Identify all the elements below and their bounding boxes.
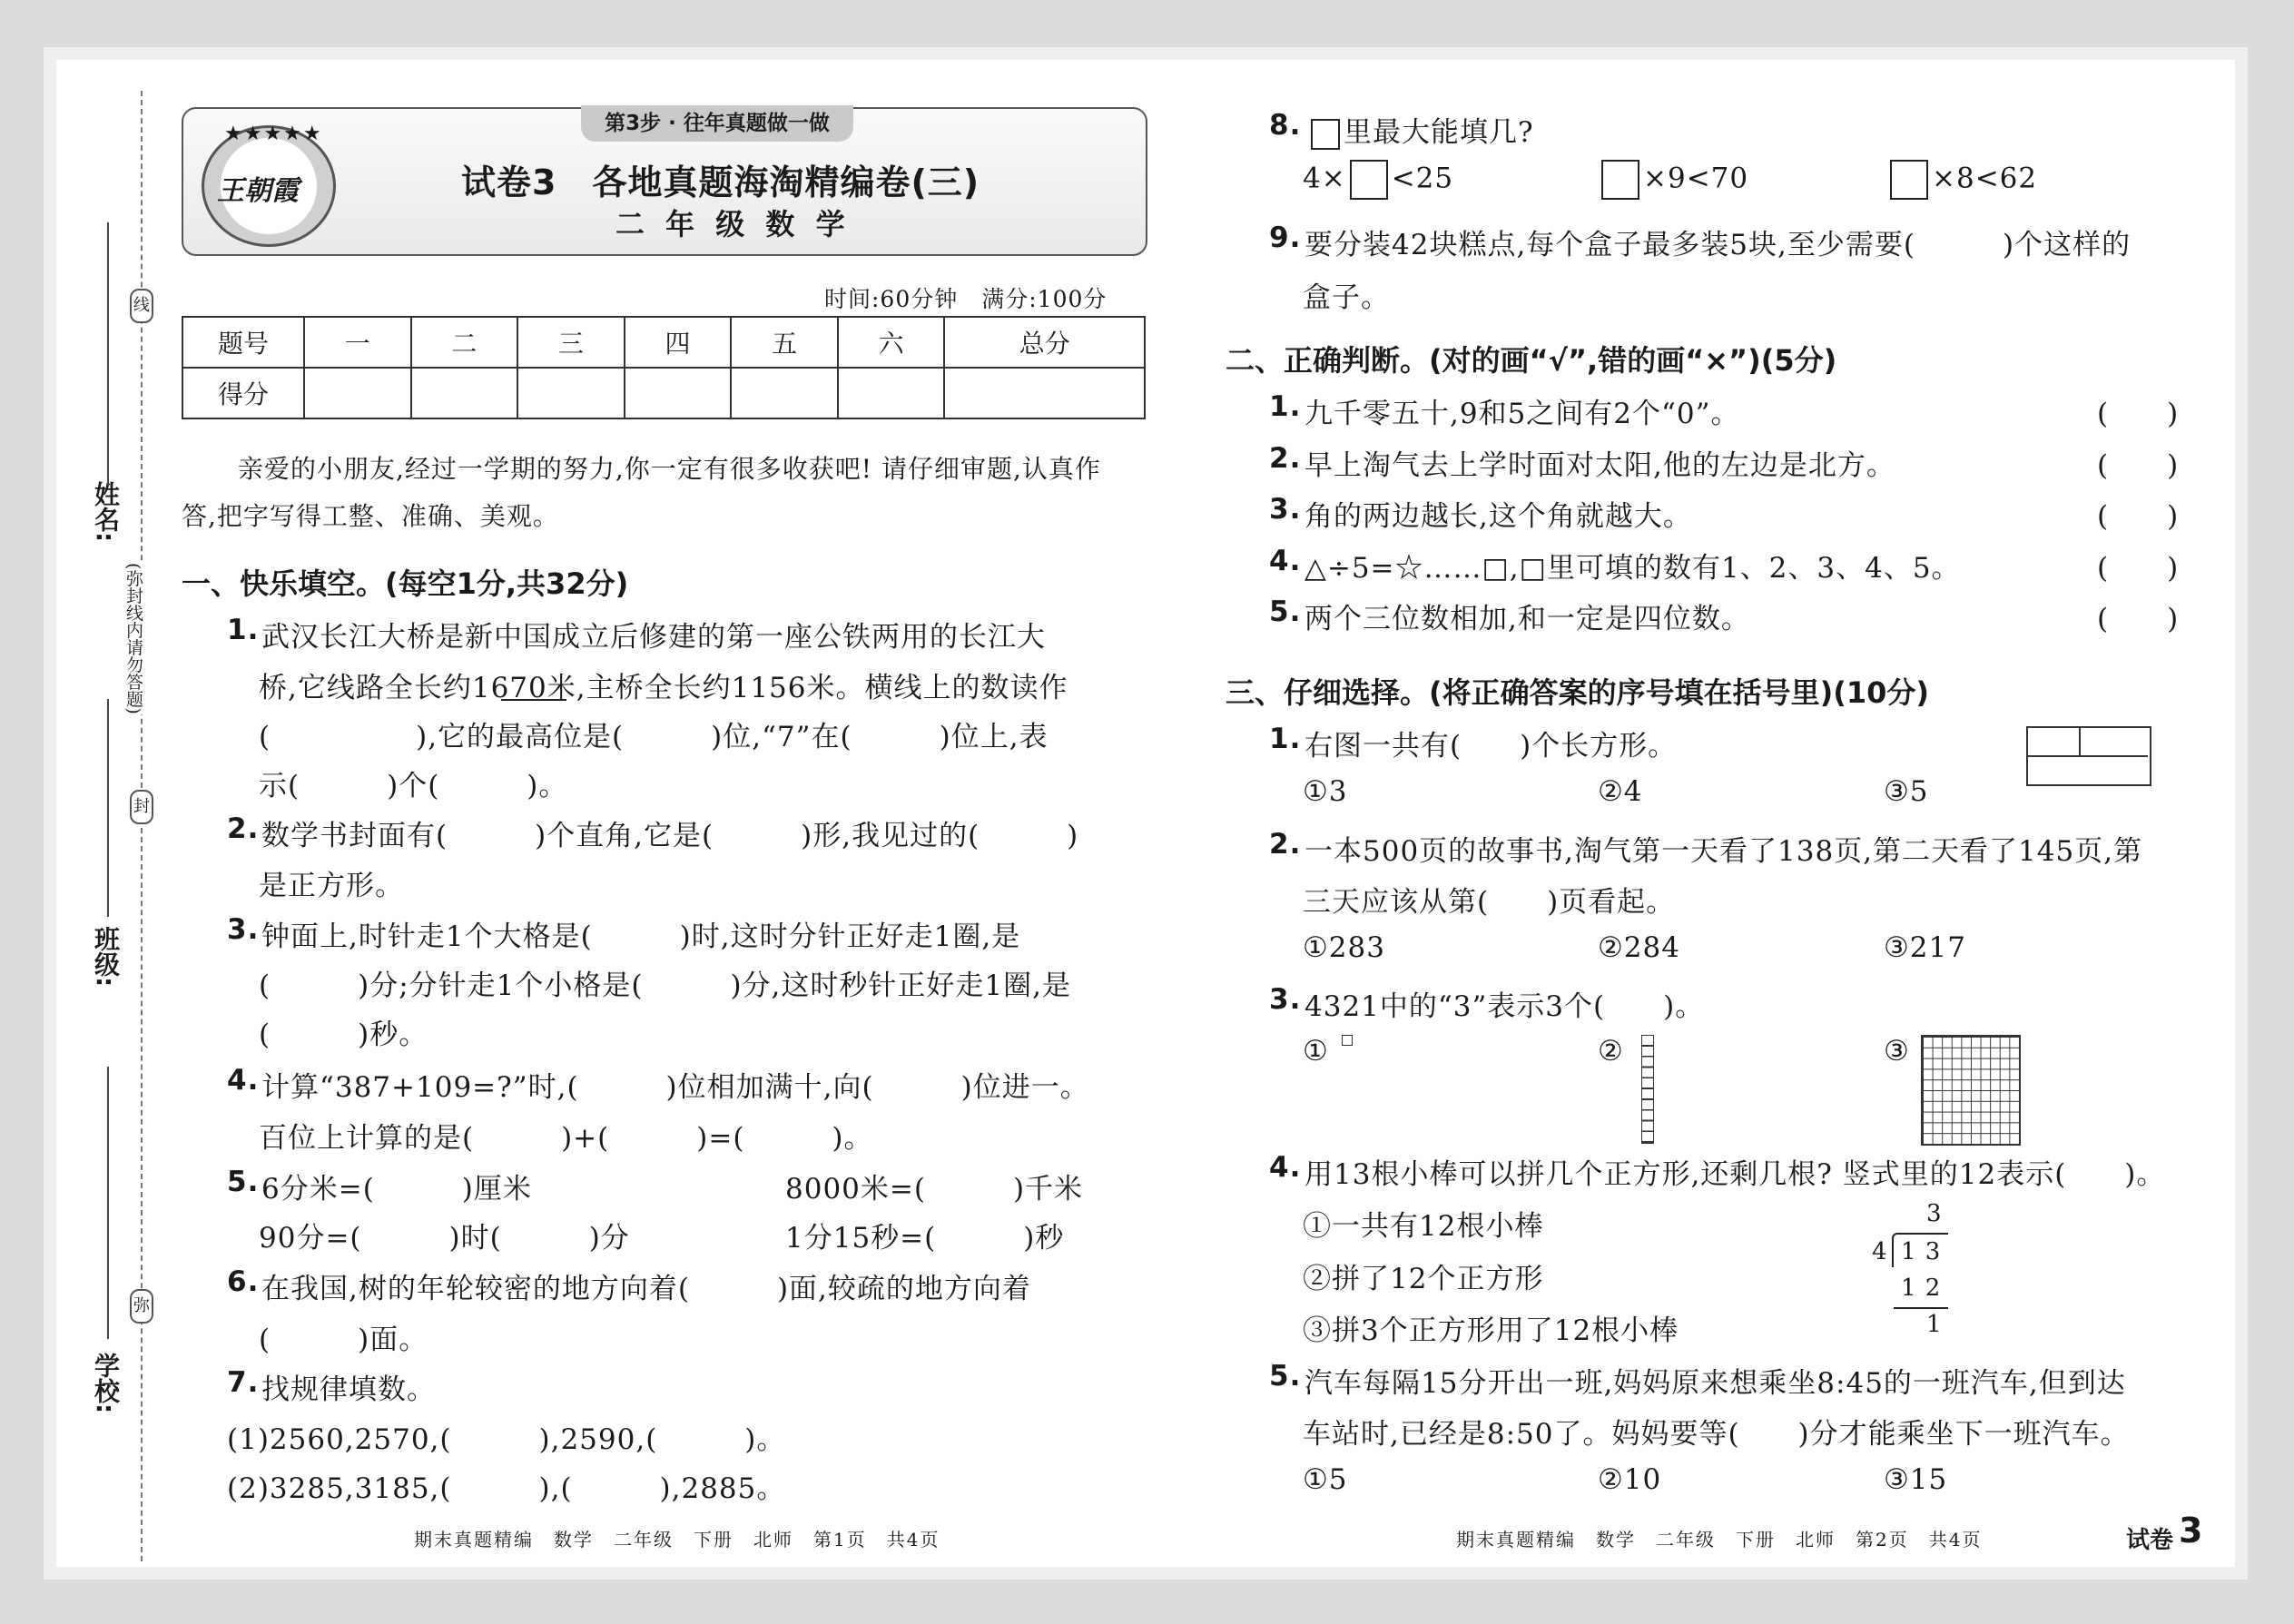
q3-line: 钟面上,时针走1个大格是( )时,这时分针正好走1圈,是 (261, 920, 1021, 953)
score-input-cell[interactable] (625, 368, 732, 418)
judge-text: 两个三位数相加,和一定是四位数。 (1305, 603, 1750, 635)
choice-q1-number: 1. (1269, 723, 1302, 755)
q1-line: 武汉长江大桥是新中国成立后修建的第一座公铁两用的长江大 (261, 621, 1046, 654)
division-dividend: 1 3 (1901, 1238, 1942, 1265)
choice-option[interactable]: ② (1598, 1035, 1624, 1068)
step-badge: 第3步 · 往年真题做一做 (581, 105, 853, 142)
q9-line: 要分装42块糕点,每个盒子最多装5块,至少需要( )个这样的 (1305, 229, 2132, 261)
choice-q5-line: 车站时,已经是8:50了。妈妈要等( )分才能乘坐下一班汽车。 (1303, 1418, 2130, 1451)
choice-q3-text: 4321中的“3”表示3个( )。 (1305, 990, 1705, 1023)
choice-q2-number: 2. (1269, 828, 1302, 861)
q1-number-underline (501, 699, 566, 701)
choice-option[interactable]: ① (1303, 1035, 1329, 1068)
choice-option[interactable]: ②4 (1598, 775, 1643, 808)
q8-item-a: 4× <25 (1303, 160, 1453, 200)
seal-note: (弥封线内请勿答题) (123, 563, 143, 714)
choice-option[interactable]: ①3 (1303, 775, 1348, 808)
hundred-grid-icon (1921, 1035, 2021, 1146)
choice-q2-line: 三天应该从第( )页看起。 (1303, 886, 1676, 919)
logo-stars: ★★★★★ (224, 123, 323, 145)
choice-option[interactable]: ③5 (1884, 775, 1929, 808)
q7-line: 找规律填数。 (261, 1373, 436, 1406)
score-cell: 一 (304, 317, 411, 368)
q8-box-icon (1311, 119, 1340, 150)
name-label: 姓名: (91, 481, 121, 543)
choice-option[interactable]: ②284 (1598, 931, 1680, 964)
q5-item: 1分15秒=( )秒 (785, 1222, 1065, 1255)
choice-option[interactable]: ③ (1884, 1035, 1910, 1068)
q7-line: (2)3285,3185,( ),( ),2885。 (227, 1472, 786, 1505)
section1-title: 一、快乐填空。(每空1分,共32分) (182, 566, 629, 601)
class-label: 班级: (91, 926, 121, 988)
choice-q3-number: 3. (1269, 983, 1302, 1016)
score-cell: 三 (517, 317, 625, 368)
q3-number: 3. (227, 913, 260, 946)
choice-option[interactable]: ③拼3个正方形用了12根小棒 (1303, 1314, 1679, 1347)
q7-line: (1)2560,2570,( ),2590,( )。 (227, 1423, 786, 1456)
score-input-cell[interactable] (304, 368, 411, 418)
q1-line: 示( )个( )。 (259, 770, 568, 802)
division-product: 1 2 (1901, 1275, 1942, 1302)
q9-number: 9. (1269, 221, 1302, 254)
q8-item-b: ×9<70 (1598, 160, 1748, 200)
choice-q1-text: 右图一共有( )个长方形。 (1305, 730, 1678, 763)
q8-number: 8. (1269, 109, 1302, 142)
choice-option[interactable]: ①283 (1303, 931, 1385, 964)
choice-q5-number: 5. (1269, 1360, 1302, 1393)
logo-text: 王朝霞 (217, 175, 299, 207)
q9-line: 盒子。 (1303, 281, 1390, 314)
q4-line: 百位上计算的是( )+( )=( )。 (259, 1122, 873, 1155)
score-cell: 四 (625, 317, 732, 368)
score-cell: 五 (731, 317, 838, 368)
judge-number: 4. (1269, 545, 1302, 577)
judge-answer-paren[interactable]: ( ) (2097, 603, 2180, 635)
judge-text: 早上淘气去上学时面对太阳,他的左边是北方。 (1305, 449, 1895, 482)
q5-number: 5. (227, 1166, 260, 1198)
choice-option[interactable]: ③217 (1884, 931, 1966, 964)
judge-number: 5. (1269, 595, 1302, 628)
division-divisor: 4 (1872, 1238, 1888, 1265)
score-table-score-row (182, 368, 1145, 418)
school-label: 学校: (91, 1353, 121, 1414)
q8-answer-box[interactable] (1601, 160, 1639, 200)
judge-number: 1. (1269, 390, 1302, 423)
q5-item: 90分=( )时( )分 (259, 1222, 630, 1255)
score-cell: 题号 (182, 317, 304, 368)
intro-line-1: 亲爱的小朋友,经过一学期的努力,你一定有很多收获吧! 请仔细审题,认真作 (238, 454, 1101, 484)
score-cell: 二 (411, 317, 518, 368)
q6-number: 6. (227, 1265, 260, 1298)
q3-line: ( )秒。 (259, 1019, 428, 1051)
judge-answer-paren[interactable]: ( ) (2097, 500, 2180, 533)
q5-item: 8000米=( )千米 (785, 1173, 1084, 1206)
q2-line: 是正方形。 (259, 870, 404, 902)
division-quotient: 3 (1926, 1200, 1943, 1227)
judge-number: 3. (1269, 493, 1302, 526)
judge-answer-paren[interactable]: ( ) (2097, 449, 2180, 482)
q1-line: 桥,它线路全长约1670米,主桥全长约1156米。横线上的数读作 (259, 672, 1068, 704)
q2-line: 数学书封面有( )个直角,它是( )形,我见过的( ) (261, 820, 1079, 852)
name-underline (107, 222, 109, 486)
choice-q4-text: 用13根小棒可以拼几个正方形,还剩几根? 竖式里的12表示( )。 (1305, 1158, 2166, 1191)
judge-answer-paren[interactable]: ( ) (2097, 552, 2180, 585)
score-cell: 六 (838, 317, 945, 368)
score-input-cell[interactable] (944, 368, 1145, 418)
score-table (182, 316, 1146, 419)
section2-title: 二、正确判断。(对的画“√”,错的画“×”)(5分) (1226, 343, 1837, 378)
judge-answer-paren[interactable]: ( ) (2097, 398, 2180, 430)
choice-option[interactable]: ②10 (1598, 1463, 1662, 1496)
q1-line: ( ),它的最高位是( )位,“7”在( )位上,表 (259, 721, 1049, 753)
q8-answer-box[interactable] (1890, 160, 1928, 200)
exam-tag-label: 试卷 (2126, 1527, 2174, 1554)
score-input-cell[interactable] (731, 368, 838, 418)
judge-number: 2. (1269, 442, 1302, 475)
footer-right: 期末真题精编 数学 二年级 下册 北师 第2页 共4页 (1456, 1529, 1983, 1550)
q2-number: 2. (227, 812, 260, 845)
time-info: 时间:60分钟 满分:100分 (824, 286, 1108, 312)
unit-cube-icon (1342, 1035, 1353, 1046)
section3-title: 三、仔细选择。(将正确答案的序号填在括号里)(10分) (1226, 675, 1930, 710)
paper-subtitle: 二 年 级 数 学 (615, 207, 851, 241)
binding-mark-mi: 弥 (130, 1289, 153, 1324)
choice-q4-number: 4. (1269, 1151, 1302, 1184)
footer-left: 期末真题精编 数学 二年级 下册 北师 第1页 共4页 (414, 1529, 940, 1550)
choice-option[interactable]: ①5 (1303, 1463, 1348, 1496)
q3-line: ( )分;分针走1个小格是( )分,这时秒针正好走1圈,是 (259, 969, 1071, 1002)
score-input-cell[interactable] (517, 368, 625, 418)
score-cell: 得分 (182, 368, 304, 418)
q6-line: ( )面。 (259, 1324, 428, 1356)
q4-line: 计算“387+109=?”时,( )位相加满十,向( )位进一。 (261, 1071, 1089, 1104)
school-underline (107, 1067, 109, 1339)
judge-text: △÷5=☆……□,□里可填的数有1、2、3、4、5。 (1305, 552, 1961, 585)
score-input-cell[interactable] (838, 368, 945, 418)
binding-mark-feng: 封 (130, 790, 153, 824)
rectangle-figure-hline (2026, 755, 2148, 757)
binding-mark-xian: 线 (130, 289, 153, 323)
rectangle-figure-vline (2079, 726, 2081, 755)
q4-number: 4. (227, 1064, 260, 1097)
q7-number: 7. (227, 1366, 260, 1399)
intro-line-2: 答,把字写得工整、准确、美观。 (182, 501, 559, 531)
judge-text: 九千零五十,9和5之间有2个“0”。 (1305, 398, 1740, 430)
class-underline (107, 699, 109, 917)
choice-q5-line: 汽车每隔15分开出一班,妈妈原来想乘坐8:45的一班汽车,但到达 (1305, 1367, 2126, 1400)
score-table-header-row (182, 317, 1145, 368)
choice-option[interactable]: ②拼了12个正方形 (1303, 1263, 1544, 1295)
score-cell: 总分 (944, 317, 1145, 368)
score-input-cell[interactable] (411, 368, 518, 418)
logo-badge (202, 125, 336, 247)
paper-title: 试卷3 各地真题海淘精编卷(三) (461, 162, 980, 202)
q5-item: 6分米=( )厘米 (261, 1173, 532, 1206)
q8-item-c: ×8<62 (1886, 160, 2037, 200)
exam-tag-number: 3 (2179, 1511, 2203, 1550)
q8-title: 里最大能填几? (1307, 109, 1534, 150)
q8-answer-box[interactable] (1350, 160, 1388, 200)
judge-text: 角的两边越长,这个角就越大。 (1305, 500, 1692, 533)
q6-line: 在我国,树的年轮较密的地方向着( )面,较疏的地方向着 (261, 1273, 1031, 1305)
division-rule (1894, 1307, 1948, 1309)
ten-rod-icon (1641, 1035, 1654, 1144)
choice-option[interactable]: ③15 (1884, 1463, 1948, 1496)
q1-number: 1. (227, 614, 260, 646)
choice-q2-line: 一本500页的故事书,淘气第一天看了138页,第二天看了145页,第 (1305, 835, 2143, 868)
choice-option[interactable]: ①一共有12根小棒 (1303, 1210, 1544, 1243)
division-remainder: 1 (1926, 1311, 1943, 1338)
